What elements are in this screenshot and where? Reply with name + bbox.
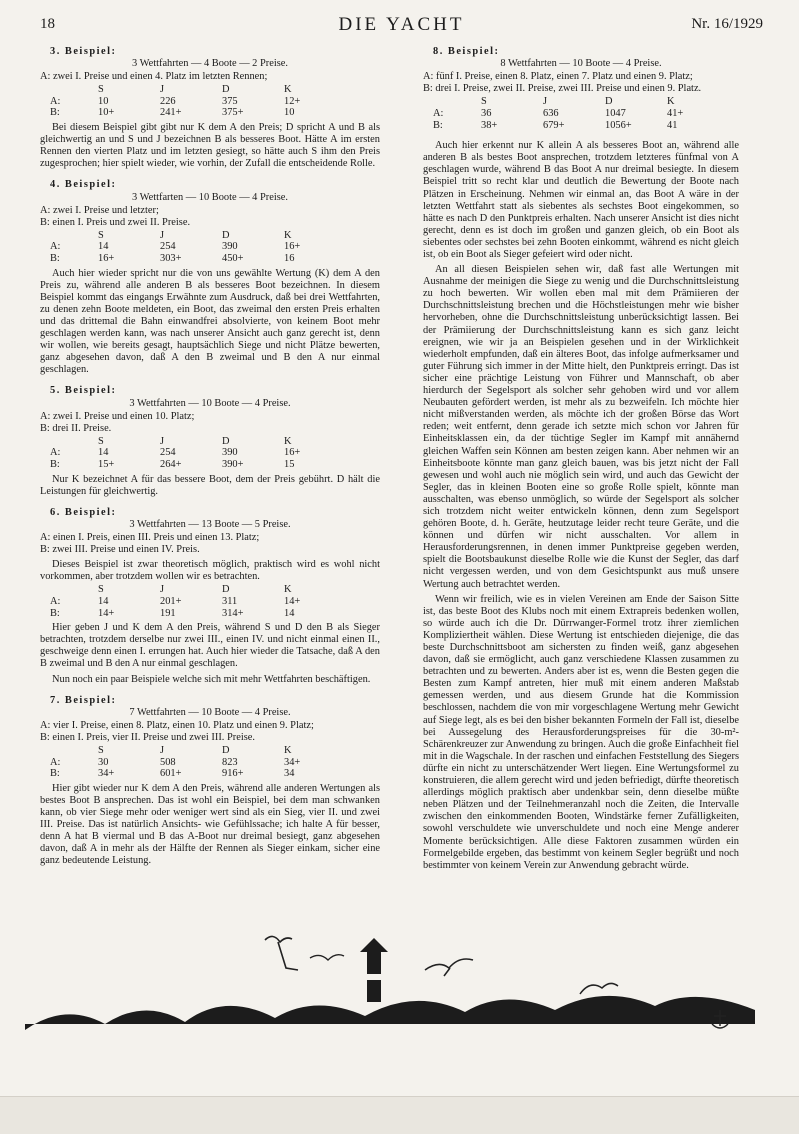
seascape-illustration bbox=[20, 930, 780, 1050]
score-row bbox=[50, 459, 346, 471]
score-cell: 375 bbox=[222, 95, 238, 107]
score-cell: 390 bbox=[222, 447, 238, 459]
column-header: D bbox=[222, 84, 230, 96]
example-result-line: B: drei I. Preise, zwei II. Preise, zwei III. Preise und einen 9. Platz. bbox=[423, 83, 702, 95]
example-result-line: A: einen I. Preis, einen III. Preis und einen 13. Platz; bbox=[40, 531, 260, 543]
score-row bbox=[50, 768, 346, 780]
boat-label: A: bbox=[50, 595, 61, 607]
score-header-row bbox=[50, 436, 346, 448]
score-cell: 823 bbox=[222, 756, 238, 768]
column-header: S bbox=[98, 84, 104, 96]
example-title: 3 Wettfahrten — 10 Boote — 4 Preise. bbox=[129, 397, 291, 409]
score-cell: 14+ bbox=[284, 595, 301, 607]
score-cell: 226 bbox=[160, 95, 176, 107]
score-cell: 15+ bbox=[98, 459, 115, 470]
paragraph: Nun noch ein paar Beispiele welche sich mit mehr Wettfahrten beschäftigen. bbox=[52, 673, 371, 685]
score-header-row bbox=[50, 230, 346, 242]
score-cell: 34+ bbox=[284, 756, 301, 768]
example-section bbox=[40, 507, 380, 686]
column-header: S bbox=[481, 96, 487, 108]
score-row bbox=[50, 107, 346, 119]
example-heading: 6. Beispiel: bbox=[50, 506, 117, 518]
example-section bbox=[40, 695, 380, 868]
score-cell: 1047 bbox=[605, 107, 626, 119]
example-section bbox=[40, 46, 380, 170]
score-cell: 311 bbox=[222, 595, 238, 607]
example-result-line: A: zwei I. Preise und einen 4. Platz im letzten Rennen; bbox=[40, 71, 268, 83]
score-cell: 14 bbox=[98, 241, 109, 253]
example-result-line: A: vier I. Preise, einen 8. Platz, einen 10. Platz und einen 9. Platz; bbox=[40, 719, 314, 731]
example-section bbox=[423, 46, 739, 131]
wave-icon bbox=[25, 996, 755, 1030]
column-header: D bbox=[222, 435, 230, 447]
paragraph: Nur K bezeichnet A für das bessere Boot, dem der Preis gebührt. D hält die Leistungen für gleichwertig. bbox=[40, 473, 380, 497]
boat-label: B: bbox=[50, 459, 60, 470]
example-result-line: B: drei II. Preise. bbox=[40, 422, 112, 434]
score-cell: 241+ bbox=[160, 107, 182, 119]
example-section bbox=[40, 385, 380, 497]
example-title: 3 Wettfahrten — 4 Boote — 2 Preise. bbox=[132, 58, 288, 70]
paragraph: An all diesen Beispielen sehen wir, daß fast alle Wertungen mit Ausnahme der meinigen die Siege zu wenig und die Durchschnittsleistung zu hoch bewerten. Wir wollen eben mal mit dem Prämiieren der Durchschnittsleistung brechen und die Höchstleistungen mehr wie bisher hervorheben, ohne die Durchschnittsleistung unberücksichtigt lassen. Bei der Prämiierung der Durchschnittsleistung kann es sich ganz leicht ereignen, wie wir ja an Beispielen gesehen und in der Wirklichkeit wiederholt empfunden, daß ein älteres Boot, das infolge aufmerksamer und guter Führung sich immer in der Mitte hielt, den Punktpreis erringt. Das ist sicher eine prächtige Leistung von Führer und Mannschaft, ob aber hierdurch der Segelsport als solcher sehr gehoben wird und vor allem Neubauten gefördert werden, ist mehr als zu bezweifeln. Ich möchte hier nicht mißverstanden werden, als möchte ich der großen Börse das Wort reden; weit entfernt, denn gerade ich setzte mich schon vor Jahren für Einheitsklassen ein, da der tüchtige Segler im Kampf mit annähernd gleichen Waffen sein Können am besten zeigen kann. Aber nehmen wir an Einheitsboote könnte man ganz gleich bauen, was bis jetzt nicht der Fall gewesen und wohl auch nie möglich sein wird, und auch das Gewicht der Segler, das in kleinen Booten eine so große Rolle spielt, könnte man ausschalten, was ebenso unmöglich, so würde der Segelsport als solcher sich trotzdem nicht weiter entwickeln können, denn zum Segelsport gehören Boote, d. h. Geräte, heutzutage leider recht teure Geräte, und die können und dürfen wir nicht ausschalten. Vor allem in Herausforderungsrennen, in denen immer Punktpreise gegeben werden, spielt die Bootsbaukunst dieselbe Rolle wie die Kunst der Segler, das darf nicht vergessen werden, und von dem Gesichtspunkt aus muß unsere Wertung auch betrachtet werden. bbox=[423, 264, 739, 590]
running-header bbox=[34, 14, 769, 38]
boat-label: B: bbox=[50, 253, 60, 264]
score-cell: 38+ bbox=[481, 119, 498, 131]
score-row bbox=[433, 108, 729, 120]
score-cell: 375+ bbox=[222, 107, 244, 119]
score-cell: 36 bbox=[481, 107, 492, 119]
example-result-line: B: einen I. Preis, vier II. Preise und zwei III. Preise. bbox=[40, 731, 255, 743]
score-cell: 16 bbox=[284, 253, 295, 264]
score-row bbox=[50, 596, 346, 608]
score-header-row bbox=[50, 584, 346, 596]
column-header: J bbox=[160, 435, 165, 447]
column-header: J bbox=[160, 744, 165, 756]
row-label-blank bbox=[50, 436, 98, 448]
score-cell: 34+ bbox=[98, 768, 115, 780]
example-title: 3 Wettfahrten — 13 Boote — 5 Preise. bbox=[129, 518, 291, 530]
score-cell: 254 bbox=[160, 241, 176, 253]
score-table bbox=[50, 745, 346, 780]
score-cell: 254 bbox=[160, 447, 176, 459]
example-title: 3 Wettfarten — 10 Boote — 4 Preise. bbox=[132, 191, 288, 203]
score-header-row bbox=[433, 96, 729, 108]
column-header: S bbox=[98, 435, 104, 447]
column-header: S bbox=[98, 229, 104, 241]
boat-label: A: bbox=[433, 107, 444, 119]
column-header: J bbox=[160, 84, 165, 96]
page-number: 18 bbox=[40, 16, 55, 32]
boat-label: A: bbox=[50, 756, 61, 768]
paragraph: Wenn wir freilich, wie es in vielen Vereinen am Ende der Saison Sitte ist, das beste Boot des Klubs noch mit einem Extrapreis bedenken wollen, so würde auch ich die Dr. Dürrwanger-Formel trotz ihrer ziemlichen Kompliziertheit wählen. Diese Wertung ist entschieden diejenige, die das beste Durchschnittsboot am sichersten zu finden weiß, ganz abgesehen davon, daß sie ermöglicht, auch ganz verschiedene Klassen zusammen zu betrachten und zu bewerten. Anders aber ist es, wenn die Besten gegen die Besten zum Kampf antreten, hier muß mit einem anderen Maßstab gemessen werden, und aus diesem Grunde hat die Kommission beschlossen, nachdem die von mir vorgeschlagene Wertung mehr Gewicht auf Siege legt, als es bei den bisher bekannten Formeln der Fall ist, dieselbe bei Aussegelung des Herausforderungspreises für die 30-m²-Schärenkreuzer zur Anwendung zu bringen. Auch die große Einfachheit fiel mit in die Wagschale. In der raschen und einfachen Feststellung des Siegers dürfte ein nicht zu unterschätzender Wert liegen. Eine Wertungsformel zu konstruieren, die allem gerecht wird und jeden befriedigt, dürfte theoretisch allerdings möglich praktisch aber undenkbar sein, denn dieselbe müßte neben Plätzen und der Teilnehmeranzahl noch die Zeiten, die Intervalle zwischen den einkommenden Booten, Windstärke ferner Zufälligkeiten, sowohl verschuldete wie unverschuldete und noch eine Menge anderer Momente berücksichtigen. Alle diese Faktoren zusammen würden ein Formelgebilde ergeben, das bestimmt von keinem Segler begrüßt und noch bestimmter von keinem Verein zur Anwendung gebracht würde. bbox=[423, 593, 739, 871]
score-cell: 636 bbox=[543, 107, 559, 119]
score-cell: 10 bbox=[284, 107, 295, 119]
score-table bbox=[50, 584, 346, 619]
score-cell: 390+ bbox=[222, 459, 244, 470]
column-header: J bbox=[160, 229, 165, 241]
score-cell: 314+ bbox=[222, 607, 244, 619]
boat-label: B: bbox=[50, 768, 60, 780]
score-cell: 14 bbox=[98, 447, 109, 459]
score-cell: 201+ bbox=[160, 595, 182, 607]
score-cell: 41+ bbox=[667, 107, 684, 119]
score-row bbox=[50, 608, 346, 620]
example-title: 7 Wettfahrten — 10 Boote — 4 Preise. bbox=[129, 706, 291, 718]
score-cell: 10+ bbox=[98, 107, 115, 119]
score-cell: 34 bbox=[284, 768, 295, 780]
paragraph: Bei diesem Beispiel gibt gibt nur K dem A den Preis; D spricht A und B als gleichwertig an und S und J bezeichnen B als besseres Boot. Hätte A im ersten Rennen den vierten Platz und im letzten gesiegt, so hätte auch S ihm den Preis zugesprochen; hier spielt wieder, wie vorhin, der Zufall die entscheidende Rolle. bbox=[40, 122, 380, 170]
score-cell: 10 bbox=[98, 95, 109, 107]
boat-label: A: bbox=[50, 95, 61, 107]
boat-label: B: bbox=[433, 119, 443, 131]
example-heading: 7. Beispiel: bbox=[50, 694, 117, 706]
score-cell: 30 bbox=[98, 756, 109, 768]
score-row bbox=[50, 253, 346, 265]
paragraph: Auch hier wieder spricht nur die von uns gewählte Wertung (K) dem A den Preis zu, während alle anderen B als besseres Boot bezeichnen. In diesem Beispiel kommt das eingangs Erwähnte zum Ausdruck, daß bei drei Wettfahrten, zu denen zehn Boote meldeten, ein Boot, das zweimal den ersten Preis erhalten und das drittemal die Bahn einwandfrei absolvierte, von keinem Boot mehr geschlagen werden kann, was nach unserer Ansicht auch ganz gerecht ist, denn wir wollen, wie bereits gesagt, hauptsächlich Siege und nicht Plätze bewerten, ganz abgesehen davon, daß A den B zweimal und B den A nur einmal geschlagen. bbox=[40, 267, 380, 376]
score-cell: 41 bbox=[667, 119, 678, 131]
column-header: S bbox=[98, 744, 104, 756]
seagull-icon bbox=[310, 955, 344, 960]
score-cell: 1056+ bbox=[605, 119, 632, 131]
row-label-blank bbox=[50, 584, 98, 596]
score-cell: 16+ bbox=[98, 253, 115, 264]
example-title: 8 Wettfahrten — 10 Boote — 4 Preise. bbox=[500, 58, 662, 70]
example-heading: 5. Beispiel: bbox=[50, 385, 117, 397]
score-row bbox=[433, 120, 729, 132]
score-cell: 14+ bbox=[98, 607, 115, 619]
score-header-row bbox=[50, 84, 346, 96]
score-row bbox=[50, 447, 346, 459]
example-result-line: A: zwei I. Preise und einen 10. Platz; bbox=[40, 410, 195, 422]
seagull-icon bbox=[265, 936, 298, 970]
row-label-blank bbox=[433, 96, 481, 108]
score-table bbox=[433, 96, 729, 131]
example-heading: 8. Beispiel: bbox=[433, 46, 500, 57]
column-header: D bbox=[605, 96, 613, 108]
score-cell: 15 bbox=[284, 459, 295, 470]
paragraph: Hier geben J und K dem A den Preis, während S und D den B als Sieger betrachten, trotzdem derselbe nur zwei III., einen IV. und nicht einmal einen II., geschweige denn einen I. errungen hat. Auch hier wieder die Tatsache, daß A den B zweimal und B den A nur einmal geschlagen. bbox=[40, 622, 380, 670]
score-cell: 191 bbox=[160, 607, 176, 619]
seagull-icon bbox=[580, 983, 618, 994]
example-section bbox=[40, 179, 380, 376]
score-table bbox=[50, 84, 346, 119]
column-header: K bbox=[284, 84, 292, 96]
left-column bbox=[40, 46, 380, 876]
score-cell: 14 bbox=[284, 607, 295, 619]
column-header: J bbox=[160, 584, 165, 596]
example-result-line: A: zwei I. Preise und letzter; bbox=[40, 204, 159, 216]
score-cell: 508 bbox=[160, 756, 176, 768]
score-table bbox=[50, 230, 346, 265]
score-header-row bbox=[50, 745, 346, 757]
issue-number: Nr. 16/1929 bbox=[691, 16, 763, 32]
score-cell: 14 bbox=[98, 595, 109, 607]
column-header: K bbox=[284, 584, 292, 596]
seagull-icon bbox=[425, 959, 473, 976]
column-header: D bbox=[222, 229, 230, 241]
score-cell: 390 bbox=[222, 241, 238, 253]
row-label-blank bbox=[50, 84, 98, 96]
column-header: K bbox=[667, 96, 675, 108]
paragraph: Dieses Beispiel ist zwar theoretisch möglich, praktisch wird es wohl nicht vorkommen, aber trotzdem wollen wir es betrachten. bbox=[40, 559, 380, 583]
score-cell: 264+ bbox=[160, 459, 182, 470]
score-cell: 16+ bbox=[284, 241, 301, 253]
score-cell: 450+ bbox=[222, 253, 244, 264]
example-heading: 4. Beispiel: bbox=[50, 179, 117, 191]
score-row bbox=[50, 757, 346, 769]
column-header: K bbox=[284, 435, 292, 447]
score-cell: 916+ bbox=[222, 768, 244, 780]
score-cell: 16+ bbox=[284, 447, 301, 459]
boat-label: A: bbox=[50, 447, 61, 459]
page-edge bbox=[0, 1096, 799, 1134]
paragraph: Hier gibt wieder nur K dem A den Preis, während alle anderen Wertungen als bestes Boot B ansprechen. Das ist wohl ein Beispiel, bei dem man schwanken kann, ob vier Siege mehr oder weniger wert sind als ein Sieg, vier II. und zwei III. Preise. Das ist natürlich Ansichts- wie Gefühlssache; ich halte A für besser, denn A hat B viermal und B das A-Boot nur dreimal besiegt, ganz abgesehen davon, daß A in mehr als der Hälfte der Rennen als Sieger einkam, sicher eine ganz bedeutende Leistung. bbox=[40, 782, 380, 867]
score-cell: 303+ bbox=[160, 253, 182, 264]
paragraph: Auch hier erkennt nur K allein A als besseres Boot an, während alle anderen B als bestes Boot ansprechen, trotzdem letzteres fünfmal von A geschlagen wurde, während B das Boot A nur dreimal besiegte. In diesem Beispiel tritt so recht klar und deutlich die Bewertung der Boote nach Plätzen in Erscheinung. Nehmen wir einmal an, das Boot A wäre in der letzten Wettfahrt statt als siebentes als sechstes Boot eingekommen, so hätte es nach D den Punktpreis erhalten. Nach unserer Ansicht ist dies nicht gerecht, denn es ist doch im großen und ganzen gleich, ob ein Boot als siebentes oder sechstes bei zehn Booten einkommt, während es nicht gleich ist, ob ein Boot als Sieger gefeiert wird oder nicht. bbox=[423, 140, 739, 260]
column-header: K bbox=[284, 229, 292, 241]
score-cell: 679+ bbox=[543, 119, 565, 131]
column-header: J bbox=[543, 96, 548, 108]
column-header: D bbox=[222, 584, 230, 596]
score-row bbox=[50, 241, 346, 253]
column-header: K bbox=[284, 744, 292, 756]
boat-label: B: bbox=[50, 607, 60, 619]
buoy-icon bbox=[360, 938, 388, 1002]
score-row bbox=[50, 96, 346, 108]
example-result-line: A: fünf I. Preise, einen 8. Platz, einen 7. Platz und einen 9. Platz; bbox=[423, 71, 693, 83]
right-column bbox=[423, 46, 739, 872]
journal-title: DIE YACHT bbox=[338, 14, 465, 35]
boat-label: A: bbox=[50, 241, 61, 253]
row-label-blank bbox=[50, 230, 98, 242]
example-heading: 3. Beispiel: bbox=[50, 46, 117, 57]
example-result-line: B: einen I. Preis und zwei II. Preise. bbox=[40, 216, 191, 228]
example-result-line: B: zwei III. Preise und einen IV. Preis. bbox=[40, 544, 200, 556]
score-cell: 601+ bbox=[160, 768, 182, 780]
boat-label: B: bbox=[50, 107, 60, 119]
score-table bbox=[50, 436, 346, 471]
score-cell: 12+ bbox=[284, 95, 301, 107]
row-label-blank bbox=[50, 745, 98, 757]
column-header: D bbox=[222, 744, 230, 756]
column-header: S bbox=[98, 584, 104, 596]
